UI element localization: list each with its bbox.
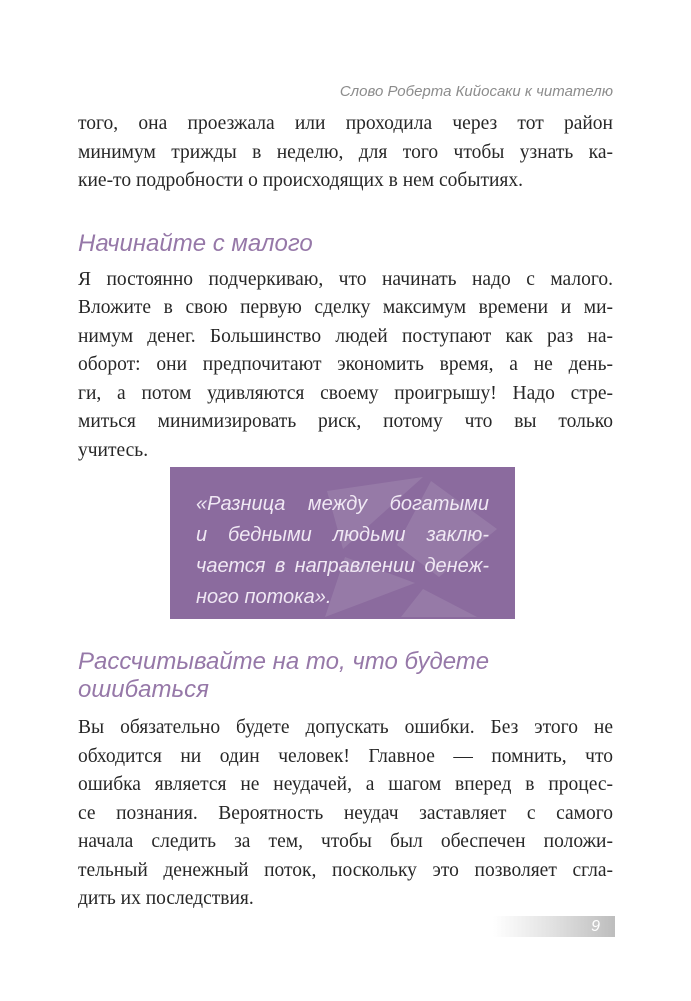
paragraph-line: того, она проезжала или проходила через тот район [78,113,613,134]
paragraph-line: начала следить за тем, чтобы был обеспечен положи- [78,831,613,852]
paragraph-line: тельный денежный поток, поскольку это позволяет сгла- [78,859,613,881]
pull-quote-text [196,489,489,613]
paragraph-line: миться минимизировать риск, потому что вы только [78,411,613,432]
paragraph-line: кие-то подробности о происходящих в нем событиях. [78,170,523,191]
paragraph-line: обходится ни один человек! Главное — помнить, что [78,745,613,767]
paragraph-line: нимум денег. Большинство людей поступают как раз на- [78,325,613,347]
paragraph-line: Вложите в свою первую сделку максимум времени и ми- [78,297,613,318]
paragraph-line: оборот: они предпочитают экономить время, а не день- [78,354,613,375]
page-number-bar [493,916,615,937]
section-heading-expect-mistakes: Рассчитывайте на то, что будете ошибаться [78,648,490,703]
paragraph-line: се познания. Вероятность неудач заставляет с самого [78,802,613,824]
quote-line: и бедными людьми заклю- [196,524,489,546]
intro-paragraph [78,110,613,196]
quote-line: чается в направлении денеж- [196,555,489,577]
section-2-paragraph [78,714,613,914]
paragraph-line: дить их последствия. [78,888,254,909]
paragraph-line: учитесь. [78,439,149,461]
section-heading-start-small: Начинайте с малого [78,229,313,257]
paragraph-line: минимум трижды в неделю, для того чтобы узнать ка- [78,141,613,163]
paragraph-line: ошибка является не неудачей, а шагом вперед в процес- [78,774,613,795]
page-number: 9 [591,917,600,935]
pull-quote-box [170,467,515,619]
paragraph-line: Вы обязательно будете допускать ошибки. Без этого не [78,717,613,738]
running-header: Слово Роберта Кийосаки к читателю [339,83,613,100]
quote-line: «Разница между богатыми [196,493,489,515]
paragraph-line: ги, а потом удивляются своему проигрышу! Надо стре- [78,382,613,404]
section-1-paragraph [78,266,613,466]
paragraph-line: Я постоянно подчеркиваю, что начинать надо с малого. [78,268,613,290]
quote-line: ного потока». [196,586,332,608]
